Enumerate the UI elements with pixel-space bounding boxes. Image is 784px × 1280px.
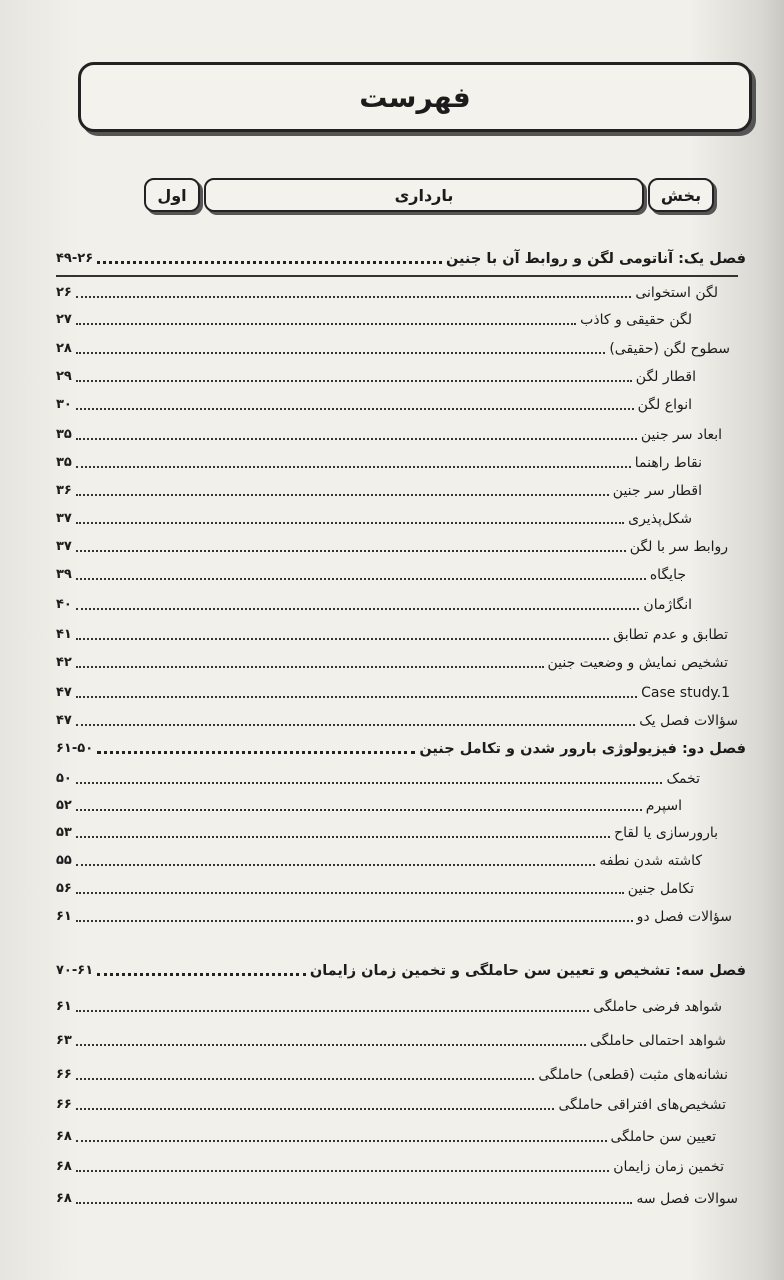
section-number: اول [157,185,187,205]
chapter-page-range: ۷۰-۶۱ [56,963,94,978]
chapter-title: فصل دو: فیزیولوژی بارور شدن و تکامل جنین [419,741,746,757]
entry-page: ۶۸ [56,1129,72,1144]
entry-title: سطوح لگن (حقیقی) [609,341,730,357]
chapter-page-range: ۶۱-۵۰ [56,741,94,756]
dot-leader [76,550,626,552]
entry-title: بارورسازی یا لقاح [614,825,718,841]
dot-leader [76,578,646,580]
toc-entry[interactable] [56,1064,728,1086]
entry-title: Case study.1 [641,685,730,701]
toc-chapter-3[interactable] [56,960,746,982]
dot-leader [76,1202,633,1204]
dot-leader [76,296,631,298]
entry-title: شکل‌پذیری [628,511,692,527]
dot-leader [76,1108,555,1110]
toc-entry[interactable] [56,1126,716,1148]
toc-entry[interactable] [56,394,692,416]
entry-page: ۲۸ [56,341,72,356]
toc-entry[interactable] [56,594,692,616]
entry-page: ۵۳ [56,825,72,840]
dot-leader [76,809,642,811]
entry-page: ۳۵ [56,455,72,470]
entry-page: ۶۶ [56,1097,72,1112]
entry-title: انگاژمان [643,597,692,613]
toc-entry[interactable] [56,452,702,474]
entry-title: سؤالات فصل یک [639,713,738,729]
entry-title: کاشته شدن نطفه [599,853,702,869]
chapter-page-range: ۴۹-۲۶ [56,251,94,266]
toc-entry[interactable] [56,480,702,502]
dot-leader [76,522,624,524]
toc-entry[interactable] [56,768,700,790]
entry-page: ۴۱ [56,627,72,642]
entry-page: ۶۱ [56,909,72,924]
dot-leader [76,864,596,866]
toc-entry[interactable] [56,682,730,704]
entry-title: لگن استخوانی [635,285,718,301]
dot-leader [76,782,663,784]
entry-title: تکامل جنین [627,881,694,897]
entry-page: ۴۷ [56,685,72,700]
entry-title: نقاط راهنما [634,455,702,471]
dot-leader [97,973,306,976]
dot-leader [76,724,635,726]
toc-entry[interactable] [56,508,692,530]
entry-page: ۲۷ [56,312,72,327]
dot-leader [76,1044,586,1046]
entry-page: ۵۵ [56,853,72,868]
dot-leader [76,1010,589,1012]
entry-title: تشخیص‌های افتراقی حاملگی [558,1097,726,1113]
entry-title: تخمین زمان زایمان [613,1159,724,1175]
dot-leader [76,608,640,610]
chapter-title: فصل سه: تشخیص و تعیین سن حاملگی و تخمین زمان زایمان [309,963,746,979]
entry-title: جایگاه [649,567,686,583]
dot-leader [76,323,576,325]
toc-entry[interactable] [56,564,686,586]
toc-chapter-1[interactable] [56,248,746,270]
entry-title: تطابق و عدم تطابق [613,627,728,643]
dot-leader [76,1078,534,1080]
dot-leader [76,438,637,440]
entry-page: ۴۲ [56,655,72,670]
toc-chapter-2[interactable] [56,738,746,760]
entry-title: نشانه‌های مثبت (قطعی) حاملگی [538,1067,728,1083]
page-title: فهرست [359,80,471,114]
entry-page: ۵۰ [56,771,72,786]
entry-page: ۳۷ [56,539,72,554]
entry-page: ۶۸ [56,1191,72,1206]
toc-entry[interactable] [56,878,694,900]
dot-leader [76,836,610,838]
dot-leader [76,1170,609,1172]
toc-entry[interactable] [56,996,722,1018]
entry-title: اسپرم [645,798,682,814]
entry-title: ابعاد سر جنین [640,427,722,443]
entry-title: لگن حقیقی و کاذب [580,312,692,328]
toc-entry[interactable] [56,309,692,331]
entry-page: ۳۵ [56,427,72,442]
toc-entry[interactable] [56,1094,726,1116]
entry-page: ۳۷ [56,511,72,526]
toc-entry[interactable] [56,1030,726,1052]
entry-page: ۴۰ [56,597,72,612]
entry-title: سوالات فصل سه [636,1191,738,1207]
dot-leader [76,494,609,496]
entry-title: تشخیص نمایش و وضعیت جنین [547,655,728,671]
entry-page: ۳۹ [56,567,72,582]
chapter-title: فصل یک: آناتومی لگن و روابط آن با جنین [445,251,746,267]
toc-entry[interactable] [56,536,728,558]
dot-leader [76,408,634,410]
entry-title: تعیین سن حاملگی [610,1129,716,1145]
toc-entry[interactable] [56,366,696,388]
dot-leader [76,638,609,640]
entry-title: شواهد احتمالی حاملگی [589,1033,726,1049]
entry-page: ۳۰ [56,397,72,412]
entry-page: ۲۶ [56,285,72,300]
section-label: بخش [660,185,702,205]
toc-entry[interactable] [56,1156,724,1178]
dot-leader [76,1140,607,1142]
toc-entry[interactable] [56,424,722,446]
entry-page: ۶۳ [56,1033,72,1048]
toc-entry[interactable] [56,282,718,304]
toc-entry[interactable] [56,822,718,844]
toc-entry[interactable] [56,624,728,646]
entry-title: روابط سر با لگن [629,539,728,555]
entry-title: سؤالات فصل دو [636,909,732,925]
toc-entry[interactable] [56,850,702,872]
entry-page: ۶۱ [56,999,72,1014]
section-name: بارداری [394,185,454,205]
entry-page: ۳۶ [56,483,72,498]
dot-leader [76,380,632,382]
entry-title: انواع لگن [637,397,692,413]
toc-entry[interactable] [56,338,730,360]
entry-page: ۶۶ [56,1067,72,1082]
entry-page: ۴۷ [56,713,72,728]
dot-leader [97,751,415,754]
toc-entry[interactable] [56,652,728,674]
toc-entry[interactable] [56,906,732,928]
entry-page: ۲۹ [56,369,72,384]
entry-page: ۶۸ [56,1159,72,1174]
dot-leader [97,261,442,264]
dot-leader [76,466,631,468]
dot-leader [76,696,637,698]
entry-title: تخمک [666,771,700,787]
entry-title: اقطار لگن [635,369,696,385]
entry-page: ۵۲ [56,798,72,813]
entry-title: اقطار سر جنین [612,483,702,499]
toc-entry[interactable] [56,795,682,817]
entry-page: ۵۶ [56,881,72,896]
toc-entry[interactable] [56,1188,738,1210]
dot-leader [76,920,633,922]
toc-entry[interactable] [56,710,738,732]
chapter-divider [56,275,738,277]
dot-leader [76,352,605,354]
dot-leader [76,892,624,894]
dot-leader [76,666,544,668]
entry-title: شواهد فرضی حاملگی [593,999,722,1015]
